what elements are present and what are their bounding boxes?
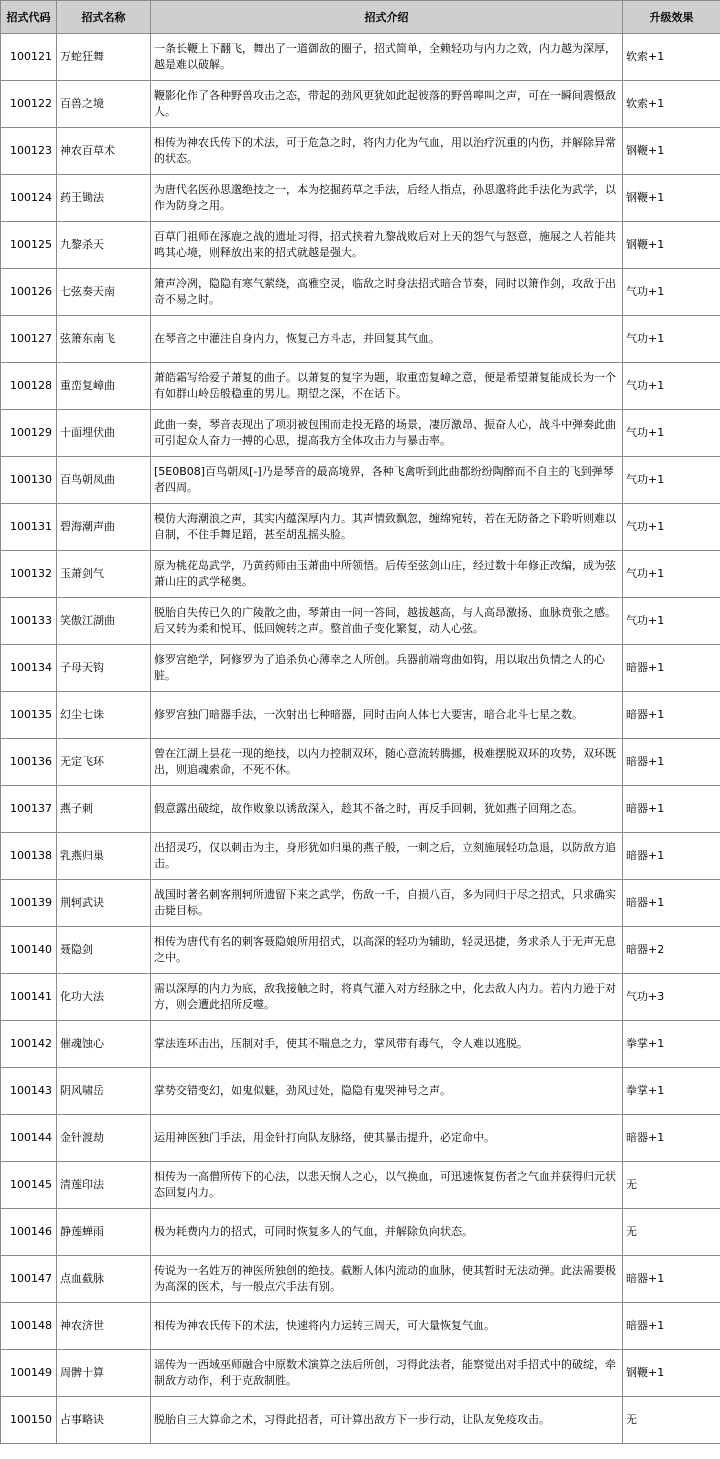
- skill-description-cell: 在琴音之中灌注自身内力，恢复己方斗志，并回复其气血。: [151, 316, 623, 363]
- skill-name-cell: 静莲蝉雨: [57, 1209, 151, 1256]
- skill-code-cell: 100131: [1, 504, 57, 551]
- skill-code-cell: 100138: [1, 833, 57, 880]
- skill-code-cell: 100126: [1, 269, 57, 316]
- table-row: [1, 1209, 720, 1256]
- table-row: [1, 81, 720, 128]
- skill-name-cell: 幻尘七诛: [57, 692, 151, 739]
- skill-code-cell: 100123: [1, 128, 57, 175]
- skill-name-cell: 聂隐剑: [57, 927, 151, 974]
- skill-description-cell: 掌势交错变幻，如鬼似魅，劲风过处，隐隐有鬼哭神号之声。: [151, 1068, 623, 1115]
- table-row: [1, 739, 720, 786]
- table-row: [1, 1303, 720, 1350]
- skill-description-cell: 修罗宫独门暗器手法，一次射出七种暗器，同时击向人体七大要害，暗合北斗七星之数。: [151, 692, 623, 739]
- skill-description-cell: 谣传为一西域巫师融合中原数术演算之法后所创，习得此法者，能察觉出对手招式中的破绽，牵制敌方动作，利于克敌制胜。: [151, 1350, 623, 1397]
- skill-name-cell: 占事略诀: [57, 1397, 151, 1444]
- skill-name-cell: 重峦复嶂曲: [57, 363, 151, 410]
- skill-description-cell: 相传为神农氏传下的术法，快速将内力运转三周天，可大量恢复气血。: [151, 1303, 623, 1350]
- table-row: [1, 786, 720, 833]
- skill-code-cell: 100135: [1, 692, 57, 739]
- skill-description-cell: 脱胎自失传已久的广陵散之曲，琴萧由一问一答间，越拔越高，与人高昂激扬、血脉贲张之感。后又转为柔和悦耳、低回婉转之声。整首曲子变化繁复，动人心弦。: [151, 598, 623, 645]
- header-upgrade-effect: 升级效果: [623, 1, 720, 34]
- table-row: [1, 974, 720, 1021]
- skill-description-cell: 相传为神农氏传下的术法，可于危急之时，将内力化为气血，用以治疗沉重的内伤，并解除异常的状态。: [151, 128, 623, 175]
- upgrade-effect-cell: 气功+3: [623, 974, 720, 1021]
- skill-name-cell: 弦箫东南飞: [57, 316, 151, 363]
- skill-description-cell: 战国时著名刺客荆轲所遗留下来之武学，伤敌一千，自损八百，多为同归于尽之招式，只求确实击毙目标。: [151, 880, 623, 927]
- table-row: [1, 222, 720, 269]
- table-row: [1, 833, 720, 880]
- table-row: [1, 1350, 720, 1397]
- skill-code-cell: 100137: [1, 786, 57, 833]
- skill-description-cell: 萧皓霜写给爱子萧复的曲子。以萧复的复字为题，取重峦复嶂之意，便是希望萧复能成长为一个有如群山岭岳般稳重的男儿。期望之深，不在话下。: [151, 363, 623, 410]
- table-row: [1, 645, 720, 692]
- skill-description-cell: 百草门祖师在涿鹿之战的遗址习得，招式挟着九黎战败后对上天的怨气与怒意，施展之人若能共鸣其心境，则释放出来的招式就越是强大。: [151, 222, 623, 269]
- header-row: [1, 1, 720, 34]
- skill-name-cell: 子母天钩: [57, 645, 151, 692]
- skill-code-cell: 100150: [1, 1397, 57, 1444]
- skill-name-cell: 金针渡劫: [57, 1115, 151, 1162]
- skill-code-cell: 100140: [1, 927, 57, 974]
- upgrade-effect-cell: 暗器+1: [623, 1303, 720, 1350]
- skill-description-cell: 修罗宫绝学，阿修罗为了追杀负心薄幸之人所创。兵器前端弯曲如钩，用以取出负情之人的心脏。: [151, 645, 623, 692]
- table-row: [1, 598, 720, 645]
- header-description: 招式介绍: [151, 1, 623, 34]
- skill-code-cell: 100133: [1, 598, 57, 645]
- skill-name-cell: 催魂蚀心: [57, 1021, 151, 1068]
- skill-description-cell: 原为桃花岛武学，乃黄药师由玉萧曲中所领悟。后传至弦剑山庄，经过数十年修正改编，成为弦萧山庄的武学秘奥。: [151, 551, 623, 598]
- skill-code-cell: 100129: [1, 410, 57, 457]
- upgrade-effect-cell: 暗器+1: [623, 880, 720, 927]
- skill-code-cell: 100143: [1, 1068, 57, 1115]
- upgrade-effect-cell: 气功+1: [623, 598, 720, 645]
- table-row: [1, 1162, 720, 1209]
- table-row: [1, 692, 720, 739]
- table-row: [1, 316, 720, 363]
- skill-code-cell: 100132: [1, 551, 57, 598]
- table-row: [1, 1397, 720, 1444]
- skill-code-cell: 100127: [1, 316, 57, 363]
- skill-name-cell: 荆轲武诀: [57, 880, 151, 927]
- upgrade-effect-cell: 暗器+1: [623, 1115, 720, 1162]
- upgrade-effect-cell: 暗器+2: [623, 927, 720, 974]
- skill-code-cell: 100122: [1, 81, 57, 128]
- table-row: [1, 880, 720, 927]
- upgrade-effect-cell: 暗器+1: [623, 833, 720, 880]
- skill-description-cell: [5E0B08]百鸟朝凤[-]乃是琴音的最高境界，各种飞禽听到此曲都纷纷陶醉而不自主的飞到弹琴者四周。: [151, 457, 623, 504]
- skill-name-cell: 百兽之境: [57, 81, 151, 128]
- skill-name-cell: 七弦奏天南: [57, 269, 151, 316]
- skill-description-cell: 出招灵巧，仅以刺击为主，身形犹如归巢的燕子般，一刺之后，立刻施展轻功急退，以防敌方追击。: [151, 833, 623, 880]
- upgrade-effect-cell: 气功+1: [623, 504, 720, 551]
- upgrade-effect-cell: 暗器+1: [623, 1256, 720, 1303]
- skill-code-cell: 100142: [1, 1021, 57, 1068]
- skill-code-cell: 100141: [1, 974, 57, 1021]
- upgrade-effect-cell: 钢鞭+1: [623, 128, 720, 175]
- skill-name-cell: 玉萧剑气: [57, 551, 151, 598]
- table-row: [1, 927, 720, 974]
- skill-description-cell: 模仿大海潮浪之声，其实内蕴深厚内力。其声情致飘忽，缠绵宛转，若在无防备之下聆听则难以自制，不住手舞足蹈，甚至胡乱摇头脸。: [151, 504, 623, 551]
- skill-name-cell: 神农济世: [57, 1303, 151, 1350]
- skill-description-cell: 相传为一高僧所传下的心法，以悲天悯人之心，以气换血，可迅速恢复伤者之气血并获得归元状态回复内力。: [151, 1162, 623, 1209]
- skill-description-cell: 相传为唐代有名的刺客聂隐娘所用招式，以高深的轻功为辅助，轻灵迅捷，务求杀人于无声无息之中。: [151, 927, 623, 974]
- table-row: [1, 1256, 720, 1303]
- upgrade-effect-cell: 气功+1: [623, 363, 720, 410]
- skill-code-cell: 100130: [1, 457, 57, 504]
- skill-name-cell: 碧海潮声曲: [57, 504, 151, 551]
- table-row: [1, 504, 720, 551]
- skill-code-cell: 100128: [1, 363, 57, 410]
- skill-name-cell: 百鸟朝凤曲: [57, 457, 151, 504]
- skill-description-cell: 曾在江湖上昙花一现的绝技，以内力控制双环，随心意流转腾挪，极难摆脱双环的攻势，双环既出，则追魂索命，不死不休。: [151, 739, 623, 786]
- skill-name-cell: 清莲印法: [57, 1162, 151, 1209]
- table-row: [1, 410, 720, 457]
- skill-name-cell: 无定飞环: [57, 739, 151, 786]
- skill-code-cell: 100144: [1, 1115, 57, 1162]
- skill-description-cell: 极为耗费内力的招式，可同时恢复多人的气血，并解除负向状态。: [151, 1209, 623, 1256]
- skill-description-cell: 为唐代名医孙思邈绝技之一，本为挖掘药草之手法，后经人指点，孙思邈将此手法化为武学，以作为防身之用。: [151, 175, 623, 222]
- table-row: [1, 551, 720, 598]
- upgrade-effect-cell: 暗器+1: [623, 786, 720, 833]
- upgrade-effect-cell: 钢鞭+1: [623, 222, 720, 269]
- skill-code-cell: 100134: [1, 645, 57, 692]
- skill-name-cell: 周髀十算: [57, 1350, 151, 1397]
- upgrade-effect-cell: 无: [623, 1162, 720, 1209]
- table-row: [1, 269, 720, 316]
- skill-description-cell: 一条长鞭上下翻飞，舞出了一道御敌的圈子，招式简单，全赖轻功与内力之效，内力越为深厚，越是难以破解。: [151, 34, 623, 81]
- header-name: 招式名称: [57, 1, 151, 34]
- skill-description-cell: 传说为一名姓万的神医所独创的绝技。截断人体内流动的血脉，使其暂时无法动弹。此法需要极为高深的医术，与一般点穴手法有别。: [151, 1256, 623, 1303]
- upgrade-effect-cell: 钢鞭+1: [623, 1350, 720, 1397]
- skill-name-cell: 点血截脉: [57, 1256, 151, 1303]
- skill-description-cell: 脱胎自三大算命之术，习得此招者，可计算出敌方下一步行动，让队友免疫攻击。: [151, 1397, 623, 1444]
- skill-name-cell: 十面埋伏曲: [57, 410, 151, 457]
- skill-name-cell: 化功大法: [57, 974, 151, 1021]
- upgrade-effect-cell: 软索+1: [623, 34, 720, 81]
- upgrade-effect-cell: 暗器+1: [623, 692, 720, 739]
- skill-description-cell: 鞭影化作了各种野兽攻击之态，带起的劲风更犹如此起彼落的野兽嗥叫之声，可在一瞬间震慑敌人。: [151, 81, 623, 128]
- skill-code-cell: 100147: [1, 1256, 57, 1303]
- skill-code-cell: 100149: [1, 1350, 57, 1397]
- upgrade-effect-cell: 暗器+1: [623, 739, 720, 786]
- table-row: [1, 1115, 720, 1162]
- skill-code-cell: 100139: [1, 880, 57, 927]
- upgrade-effect-cell: 气功+1: [623, 316, 720, 363]
- upgrade-effect-cell: 暗器+1: [623, 645, 720, 692]
- skill-description-cell: 掌法连环击出，压制对手，使其不喘息之力，掌风带有毒气，令人难以逃脱。: [151, 1021, 623, 1068]
- upgrade-effect-cell: 气功+1: [623, 269, 720, 316]
- skill-code-cell: 100125: [1, 222, 57, 269]
- skill-code-cell: 100146: [1, 1209, 57, 1256]
- table-row: [1, 34, 720, 81]
- upgrade-effect-cell: 拳掌+1: [623, 1021, 720, 1068]
- skill-description-cell: 此曲一奏，琴音表现出了项羽被包围而走投无路的场景，凄厉激昂、振奋人心，战斗中弹奏此曲可引起众人奋力一搏的心思，提高我方全体攻击力与暴击率。: [151, 410, 623, 457]
- skill-name-cell: 药王锄法: [57, 175, 151, 222]
- skill-description-cell: 需以深厚的内力为底，敌我接触之时，将真气灌入对方经脉之中，化去敌人内力。若内力逊于对方，则会遭此招所反噬。: [151, 974, 623, 1021]
- table-row: [1, 128, 720, 175]
- skill-code-cell: 100121: [1, 34, 57, 81]
- skill-description-cell: 箫声冷冽，隐隐有寒气萦绕，高雅空灵，临敌之时身法招式暗合节奏，同时以箫作剑，攻敌于出奇不易之时。: [151, 269, 623, 316]
- table-row: [1, 457, 720, 504]
- skill-name-cell: 笑傲江湖曲: [57, 598, 151, 645]
- upgrade-effect-cell: 无: [623, 1209, 720, 1256]
- upgrade-effect-cell: 气功+1: [623, 551, 720, 598]
- skill-name-cell: 乳燕归巢: [57, 833, 151, 880]
- table-row: [1, 363, 720, 410]
- skill-description-cell: 假意露出破绽，故作败象以诱敌深入，趁其不备之时，再反手回刺，犹如燕子回翔之态。: [151, 786, 623, 833]
- skill-code-cell: 100124: [1, 175, 57, 222]
- upgrade-effect-cell: 气功+1: [623, 410, 720, 457]
- skill-name-cell: 万蛇狂舞: [57, 34, 151, 81]
- upgrade-effect-cell: 拳掌+1: [623, 1068, 720, 1115]
- upgrade-effect-cell: 气功+1: [623, 457, 720, 504]
- skill-code-cell: 100148: [1, 1303, 57, 1350]
- upgrade-effect-cell: 钢鞭+1: [623, 175, 720, 222]
- upgrade-effect-cell: 软索+1: [623, 81, 720, 128]
- skill-name-cell: 阴风啸岳: [57, 1068, 151, 1115]
- skill-code-cell: 100145: [1, 1162, 57, 1209]
- skill-code-cell: 100136: [1, 739, 57, 786]
- skill-name-cell: 燕子刺: [57, 786, 151, 833]
- skill-name-cell: 九黎杀天: [57, 222, 151, 269]
- upgrade-effect-cell: 无: [623, 1397, 720, 1444]
- header-code: 招式代码: [1, 1, 57, 34]
- skill-description-cell: 运用神医独门手法，用金针打向队友脉络，使其暴击提升，必定命中。: [151, 1115, 623, 1162]
- table-row: [1, 1021, 720, 1068]
- table-row: [1, 1068, 720, 1115]
- table-row: [1, 175, 720, 222]
- skill-name-cell: 神农百草术: [57, 128, 151, 175]
